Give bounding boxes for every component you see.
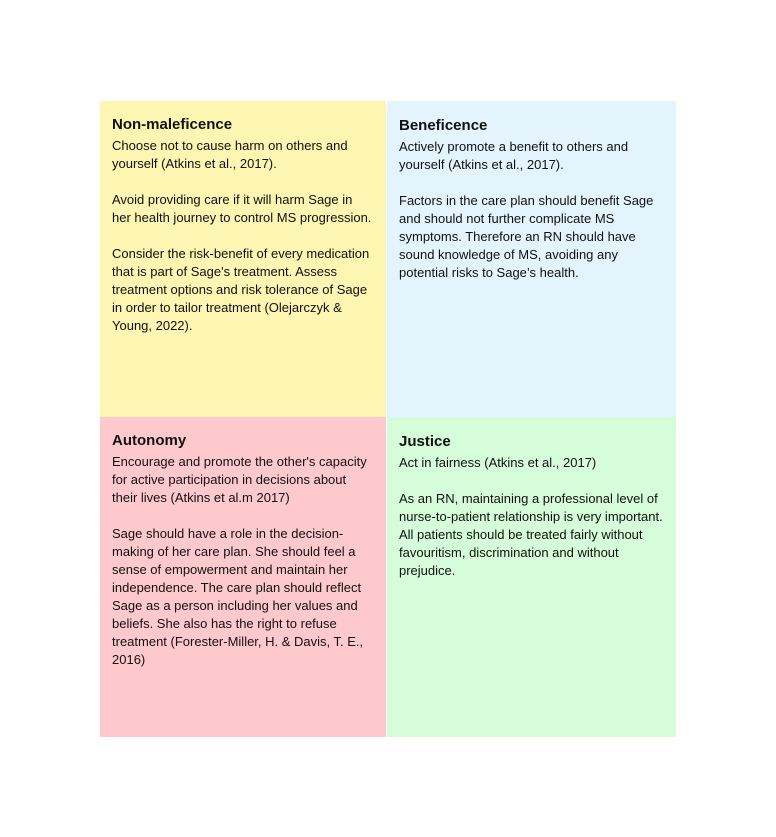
non-maleficence-quadrant xyxy=(100,101,386,417)
ethics-quadrant-grid xyxy=(100,101,676,737)
quadrant-title: Non-maleficence xyxy=(112,116,233,133)
quadrant-text: Choose not to cause harm on others and yourself (Atkins et al., 2017). xyxy=(112,138,348,171)
quadrant-text: Factors in the care plan should benefit Sage and should not further complicate MS symptoms. Therefore an RN should have sound knowledge of MS, avoiding any potential risks to Sage’s health. xyxy=(399,193,654,280)
justice-quadrant xyxy=(387,417,676,737)
quadrant-text: Consider the risk-benefit of every medication that is part of Sage's treatment. Assess treatment options and risk tolerance of Sage in order to tailor treatment (Olejarczyk & Young, 2022). xyxy=(112,246,370,333)
quadrant-title: Justice xyxy=(399,433,451,450)
quadrant-text: Encourage and promote the other's capacity for active participation in decisions about their lives (Atkins et al.m 2017) xyxy=(112,454,367,505)
quadrant-text: As an RN, maintaining a professional level of nurse-to-patient relationship is very important. All patients should be treated fairly without favouritism, discrimination and without prejudice. xyxy=(399,491,663,578)
quadrant-title: Beneficence xyxy=(399,117,488,134)
quadrant-text: Act in fairness (Atkins et al., 2017) xyxy=(399,455,597,470)
quadrant-text: Sage should have a role in the decision-making of her care plan. She should feel a sense of empowerment and maintain her independence. The care plan should reflect Sage as a person including her values and beliefs. She also has the right to refuse treatment (Forester-Miller, H. & Davis, T. E., 2016) xyxy=(112,526,364,667)
quadrant-text: Actively promote a benefit to others and yourself (Atkins et al., 2017). xyxy=(399,139,629,172)
beneficence-quadrant xyxy=(387,101,676,417)
quadrant-text: Avoid providing care if it will harm Sage in her health journey to control MS progression. xyxy=(112,192,372,225)
quadrant-title: Autonomy xyxy=(112,432,187,449)
autonomy-quadrant xyxy=(100,417,386,737)
